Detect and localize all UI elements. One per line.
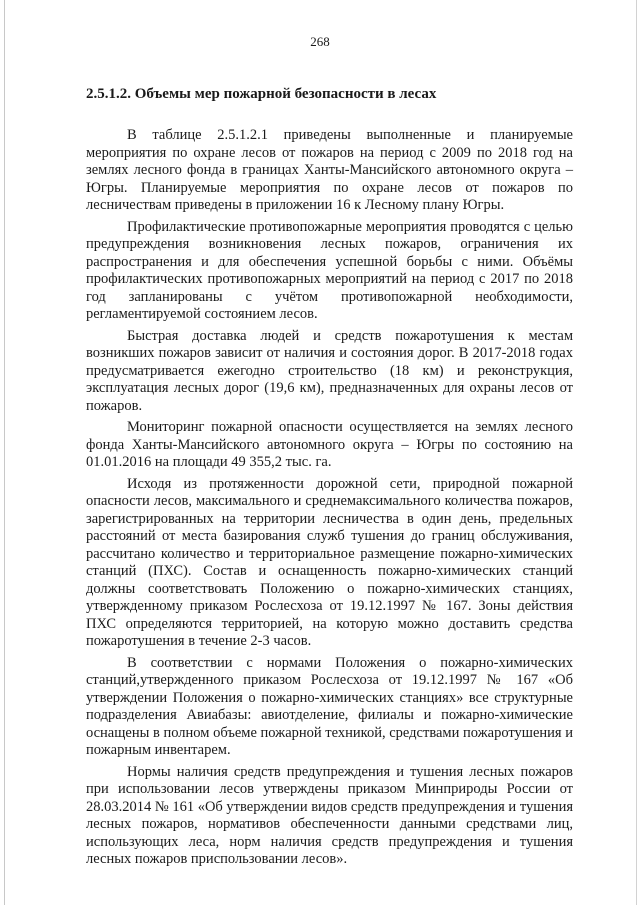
scan-edge-right xyxy=(636,0,637,905)
document-body xyxy=(86,84,573,873)
page-number: 268 xyxy=(310,34,330,49)
paragraph-3: Быстрая доставка людей и средств пожаротушения к местам возникших пожаров зависит от наличия и состояния дорог. В 2017-2018 годах предусматривается ежегодно строительство (18 км) и реконструкция, эксплуатация лесных дорог (19,6 км), предназначенных для охраны лесов от пожаров. xyxy=(86,327,573,414)
paragraph-4: Мониторинг пожарной опасности осуществляется на землях лесного фонда Ханты-Мансийского автономного округа – Югры по состоянию на 01.01.2016 на площади 49 355,2 тыс. га. xyxy=(86,419,573,470)
paragraph-6: В соответствии с нормами Положения о пожарно-химических станций,утвержденного приказом Рослесхоза от 19.12.1997 № 167 «Об утверждении Положения о пожарно-химических станциях» все структурные подразделения Авиабазы: авиотделение, филиалы и пожарно-химические оснащены в полном объеме пожарной техникой, средствами пожаротушения и пожарным инвентарем. xyxy=(86,654,573,758)
paragraph-5: Исходя из протяженности дорожной сети, природной пожарной опасности лесов, максимального и среднемаксимального количества пожаров, зарегистрированных на территории лесничества в один день, предельных расстояний от места базирования служб тушения до границ обслуживания, рассчитано количество и территориальное размещение пожарно-химических станций (ПХС). Состав и оснащенность пожарно-химических станций должны соответствовать Положению о пожарно-химических станциях, утвержденному приказом Рослесхоза от 19.12.1997 № 167. Зоны действия ПХС определяются территорией, на которую можно доставить средства пожаротушения в течение 2-3 часов. xyxy=(86,475,573,649)
scan-edge-left xyxy=(4,0,5,905)
section-title: 2.5.1.2. Объемы мер пожарной безопасности в лесах xyxy=(86,86,437,102)
paragraph-1: В таблице 2.5.1.2.1 приведены выполненные и планируемые мероприятия по охране лесов от пожаров на период с 2009 по 2018 год на землях лесного фонда в границах Ханты-Мансийского автономного округа – Югры. Планируемые мероприятия по охране лесов от пожаров по лесничествам приведены в приложении 16 к Лесному плану Югры. xyxy=(86,127,573,213)
paragraph-7: Нормы наличия средств предупреждения и тушения лесных пожаров при использовании лесов утверждены приказом Минприроды России от 28.03.2014 № 161 «Об утверждении видов средств предупреждения и тушения лесных пожаров, нормативов обеспеченности данными средствами лиц, использующих леса, норм наличия средств предупреждения и тушения лесных пожаров приспользовании лесов». xyxy=(86,763,574,867)
paragraph-2: Профилактические противопожарные мероприятия проводятся с целью предупреждения возникновения лесных пожаров, ограничения их распространения и для обеспечения успешной борьбы с ними. Объёмы профилактических противопожарных мероприятий на период с 2017 по 2018 год запланированы с учётом противопожарной необходимости, регламентируемой состоянием лесов. xyxy=(86,218,573,322)
